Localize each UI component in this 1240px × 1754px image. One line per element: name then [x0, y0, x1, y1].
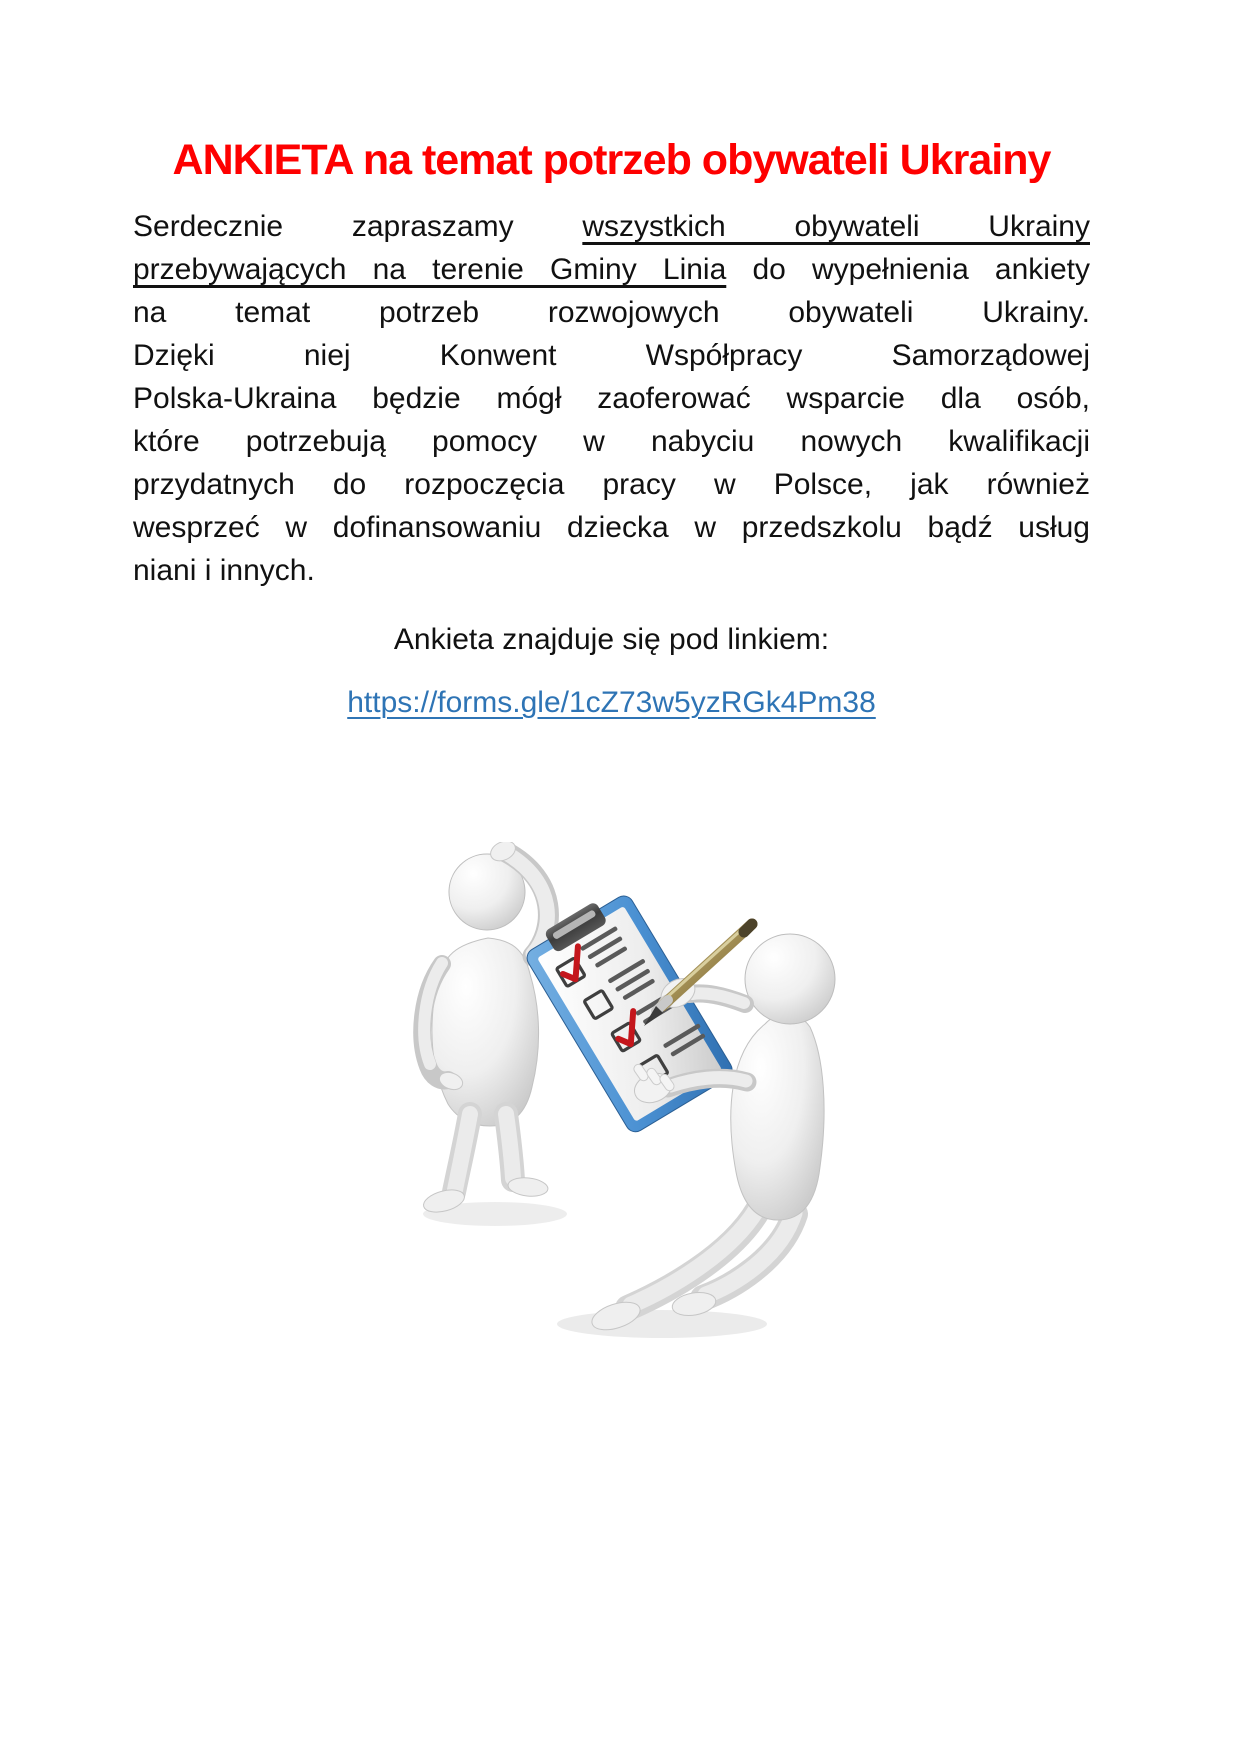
link-line — [133, 681, 1090, 724]
text-segment: przydatnych do rozpoczęcia pracy w Polsce, jak również — [133, 468, 1090, 501]
right-figure-shadow — [557, 1310, 767, 1338]
pen-cap-end — [744, 924, 752, 932]
paragraph-line — [133, 205, 1090, 248]
survey-link[interactable]: https://forms.gle/1cZ73w5yzRGk4Pm38 — [347, 686, 876, 719]
right-figure-head — [745, 934, 835, 1024]
text-segment: Polska-Ukraina będzie mógł zaoferować wsparcie dla osób, — [133, 382, 1090, 415]
survey-illustration — [400, 842, 870, 1352]
link-intro-text: Ankieta znajduje się pod linkiem: — [393, 623, 830, 656]
left-figure-right-leg-highlight — [506, 1114, 513, 1178]
text-segment: Serdecznie zapraszamy — [133, 210, 583, 243]
paragraph-line — [133, 291, 1090, 334]
paragraph-line — [133, 506, 1090, 549]
text-segment: Dzięki niej Konwent Współpracy Samorządowej — [133, 339, 1090, 372]
paragraph-line — [133, 549, 1090, 592]
paragraph-line — [133, 420, 1090, 463]
right-figure-torso — [731, 1014, 824, 1220]
paragraph-line — [133, 248, 1090, 291]
text-segment: na temat potrzeb rozwojowych obywateli Ukrainy. — [133, 296, 1090, 329]
intro-paragraph — [133, 205, 1090, 592]
paragraph-line — [133, 377, 1090, 420]
document-content — [133, 0, 1090, 1352]
left-figure — [421, 842, 549, 1216]
survey-illustration-svg — [400, 842, 870, 1352]
left-figure-right-foot — [507, 1176, 549, 1198]
underlined-text-segment: wszystkich obywateli Ukrainy — [582, 210, 1090, 243]
paragraph-line — [133, 334, 1090, 377]
underlined-text-segment: przebywających na terenie Gminy Linia — [133, 253, 727, 286]
paragraph-line — [133, 463, 1090, 506]
document-title: ANKIETA na temat potrzeb obywateli Ukrainy — [172, 136, 1051, 184]
text-segment: niani i innych. — [133, 554, 315, 587]
text-segment: wesprzeć w dofinansowaniu dziecka w przedszkolu bądź usług — [133, 511, 1090, 544]
text-segment: które potrzebują pomocy w nabyciu nowych kwalifikacji — [133, 425, 1090, 458]
text-segment: do wypełnienia ankiety — [726, 253, 1090, 286]
